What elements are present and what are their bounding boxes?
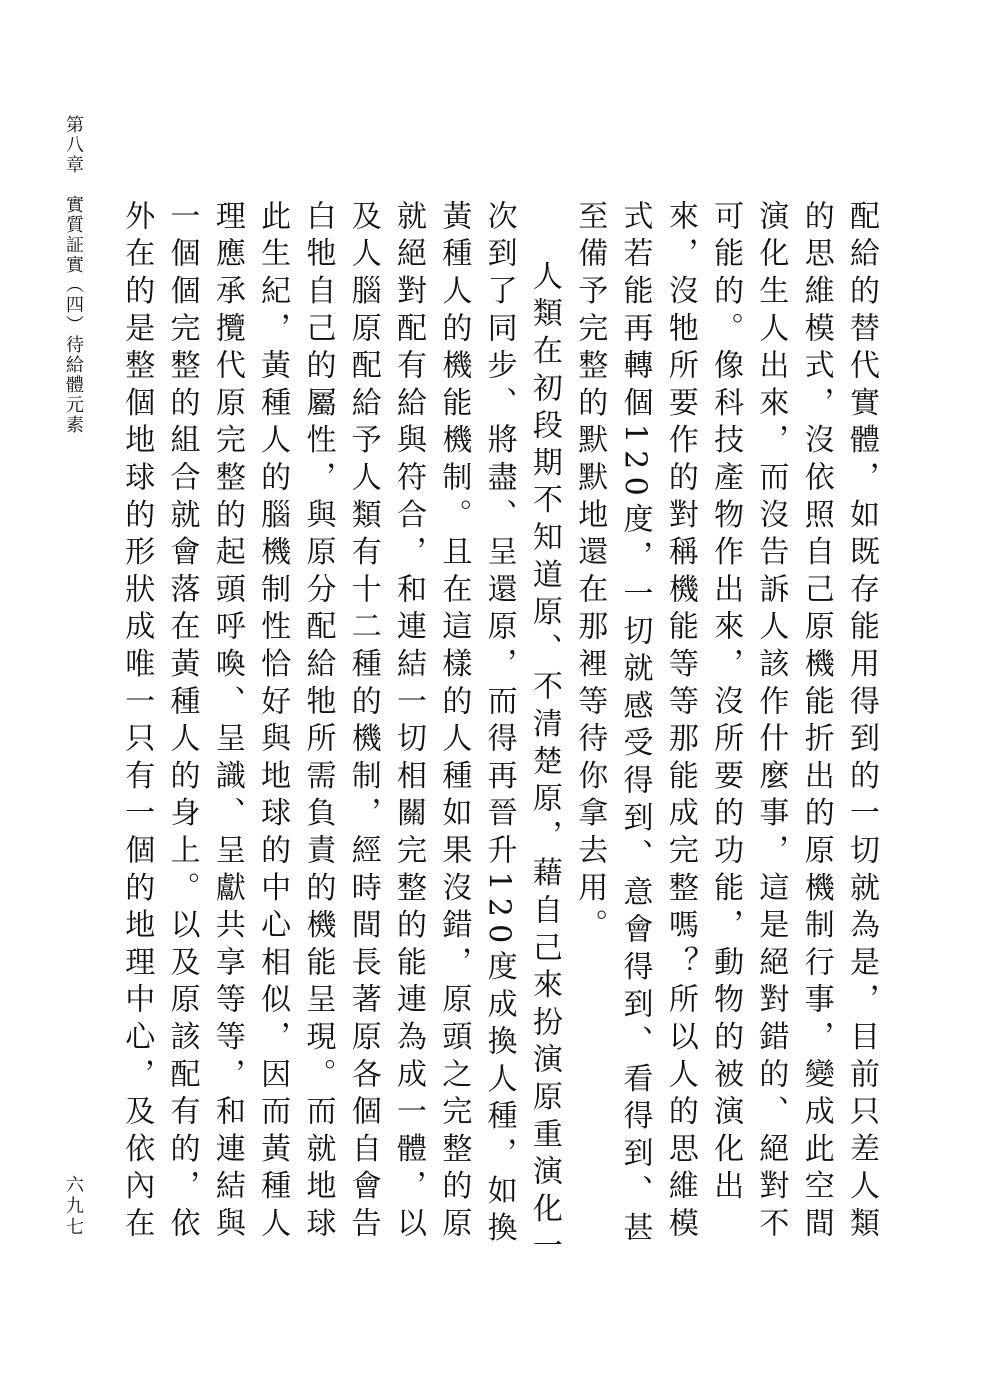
paragraph-2: 人類在初段期不知道原、不清楚原，藉自己來扮演原重演化一次到了同步、將盡、呈還原，而得再晉升120度成換人種，如換黃種人的機能機制。且在這樣的人種如果沒錯，原頭之完整的原就絕對配有給與符合，和連結一切相關完整的能連為成一體，以及人腦原配給予人類有十二種的機制，經時間長著原各個自會告白牠自己的屬性，與原分配給牠所需負責的機能呈現。而就地球此生紀，黃種人的腦機制性恰好與地球的中心相似，因而黃種人理應承攬代原完整的起頭呼喚、呈識、呈獻共享等等，和連結與一個個完整的組合就會落在黃種人的身上。以及原該配有的，依外在的是整個地球的形狀成唯一只有一個的地理中心，及依內在	[119, 200, 562, 1268]
paragraph-1: 配給的替代實體，如既存能用得到的一切就為是，目前只差人類的思維模式，沒依照自己原機能折出的原機制行事，變成此空間演化生人出來，而沒告訴人該作什麼事，這是絕對錯的、絕對不可能的。像科技產物作出來，沒所要的功能，動物的被演化出來，沒牠所要作的對稱機能等等那能成完整嗎？所以人的思維模式若能再轉個120度，一切就感受得到、意會得到、看得到、甚至備予完整的默默地還在那裡等待你拿去用。	[572, 200, 879, 1249]
chapter-title: 實質証實（四）待給體元素	[63, 195, 84, 435]
vertical-body-text	[114, 200, 884, 1280]
page-number: 六九七	[63, 1175, 84, 1238]
chapter-label: 第八章	[63, 115, 84, 175]
running-header	[60, 115, 86, 715]
